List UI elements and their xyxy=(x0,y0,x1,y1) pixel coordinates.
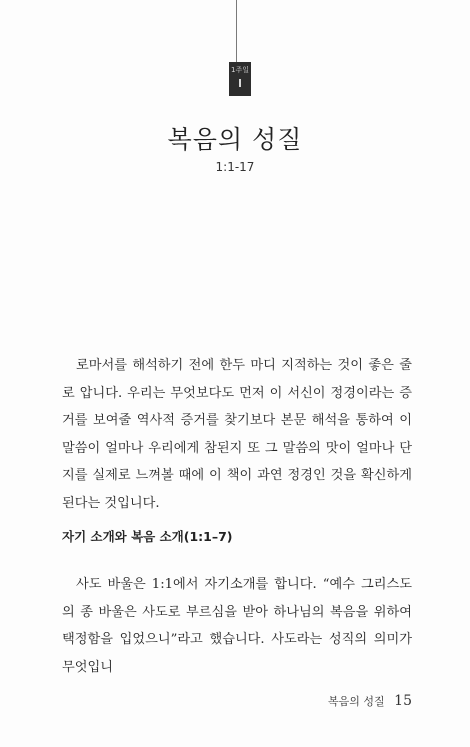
section-heading: 자기 소개와 복음 소개(1:1–7) xyxy=(62,529,233,544)
scripture-reference: 1:1-17 xyxy=(215,160,255,174)
bookmark-thread xyxy=(236,0,237,62)
body-paragraph-2: 사도 바울은 1:1에서 자기소개를 합니다. “예수 그리스도의 종 바울은 사도로 부르심을 받아 하나님의 복음을 위하여 택정함을 입었으니”라고 했습니다. 사도라는 성직의 의미가 무엇입니 xyxy=(62,577,412,675)
chapter-tag xyxy=(229,62,251,96)
page-footer xyxy=(328,693,412,709)
chapter-tag-mark xyxy=(239,79,241,87)
page-number: 15 xyxy=(394,693,412,709)
page-title: 복음의 성질 xyxy=(167,125,303,154)
chapter-tag-text: 1주일 xyxy=(231,66,249,74)
running-title: 복음의 성질 xyxy=(328,695,385,708)
body-paragraph-1: 로마서를 해석하기 전에 한두 마디 지적하는 것이 좋은 줄로 압니다. 우리는 무엇보다도 먼저 이 서신이 정경이라는 증거를 보여줄 역사적 증거를 찾기보다 본문 해석을 통하여 이 말씀이 얼마나 우리에게 참된지 또 그 말씀의 맛이 얼마나 단지를 실제로 느껴볼 때에 이 책이 과연 정경인 것을 확신하게 된다는 것입니다. xyxy=(62,358,412,511)
